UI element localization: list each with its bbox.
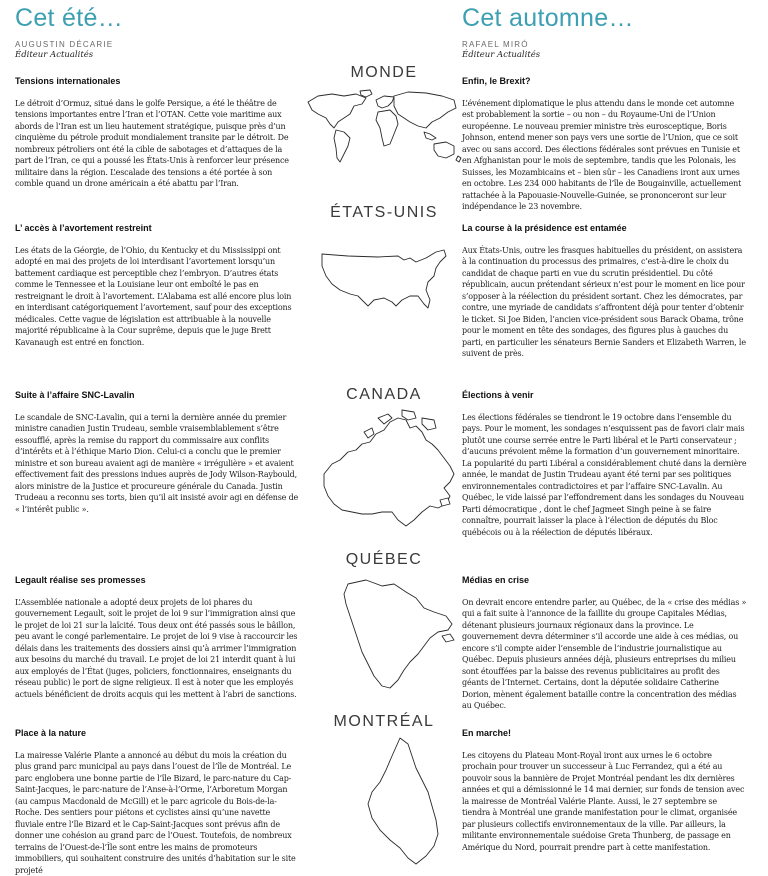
montreal-map-illustration: [360, 736, 444, 868]
section-body: L’événement diplomatique le plus attendu dans le monde cet automne est probablement la sortie – ou non – du Royaume-Uni de l’Union européenne. Le nouveau premier ministre très eurosceptique, Boris Johnson, entend mener son pays vers une sortie de l’Union, que ce soit avec ou sans accord. Des élections fédérales sont prévues en Tunisie et en Afghanistan pour le mois de septembre, tandis que les Polonais, les Suisses, les Mozambicains et – bien sûr – les Canadiens iront aux urnes en octobre. Les 234 000 habitants de l’île de Bougainville, actuellement rattachée à la Papouasie-Nouvelle-Guinée, se prononceront sur leur indépendance le 23 novembre.: [462, 99, 742, 212]
section-body: Le détroit d’Ormuz, situé dans le golfe Persique, a été le théâtre de tensions importantes entre l’Iran et l’OTAN. Cette voie maritime aux abords de l’Iran est un lieu hautement stratégique, puisque près d’un cinquième du pétrole produit mondialement transite par le détroit. De nombreux pétroliers ont été la cible de sabotages et d’attaques de la part de l’Iran, ce qui a poussé les États-Unis à renforcer leur présence militaire dans la région. L’escalade des tensions a été portée à son comble quand un drone américain a été abattu par l’Iran.: [15, 99, 289, 189]
right-author-name: RAFAEL MIRÓ: [462, 40, 529, 49]
region-label-quebec: QUÉBEC: [345, 551, 423, 568]
right-section-monde: [462, 76, 747, 213]
left-section-montreal: [15, 728, 300, 876]
section-body: On devrait encore entendre parler, au Québec, de la « crise des médias » qui a fait suite à l’annonce de la faillite du groupe Capitales Médias, détenant plusieurs journaux régionaux dans la province. Le gouvernement devra déterminer s’il accorde une aide à ces médias, ou encore s’il compte aider l’ensemble de l’industrie journalistique au Québec. Depuis plusieurs années déjà, plusieurs entreprises du milieu sont étouffées par la baisse des revenus publicitaires au profit des géants de l’Internet. Certains, dont la députée solidaire Catherine Dorion, mènent également bataille contre la concentration des médias au Québec.: [462, 598, 747, 711]
left-section-monde: [15, 76, 300, 190]
section-heading: En marche!: [462, 728, 512, 738]
right-section-canada: [462, 390, 747, 538]
region-label-montreal: MONTRÉAL: [333, 713, 435, 730]
section-heading: Suite à l’affaire SNC-Lavalin: [15, 390, 135, 400]
region-label-canada: CANADA: [346, 386, 422, 403]
usa-map-illustration: [318, 244, 452, 328]
section-body: L’Assemblée nationale a adopté deux projets de loi phares du gouvernement Legault, soit le projet de loi 9 sur l’immigration ainsi que le projet de loi 21 sur la laïcité. Tous deux ont été passés sous le bâillon, peu avant le congé parlementaire. Le projet de loi 9 vise à raccourcir les délais dans les traitements des dossiers ainsi qu’à arrimer l’immigration aux besoins du marché du travail. Le projet de loi 21 interdit quant à lui aux employés de l’État (juges, policiers, fonctionnaires, enseignants du réseau public) le port de signe religieux. Il est à noter que les employés actuels bénéficient de droits acquis qui les mettent à l’abri de sanctions.: [15, 598, 298, 699]
section-body: Les élections fédérales se tiendront le 19 octobre dans l’ensemble du pays. Pour le moment, les sondages n’esquissent pas de favori clair mais plutôt une course serrée entre le Parti libéral et le Parti conservateur ; d’aucuns prévoient même la formation d’un gouvernement minoritaire. La popularité du parti Libéral a considérablement chuté dans la dernière année, le mandat de Justin Trudeau ayant été terni par ses politiques environnementales contradictoires et par l’affaire SNC-Lavalin. Au Québec, le vide laissé par l’effondrement dans les sondages du Nouveau Parti démocratique , dont le chef Jagmeet Singh peine à se faire connaître, pourrait laisser la place à l’élection de députés du Bloc québécois ou à la réélection de députés libéraux.: [462, 413, 747, 537]
section-body: Le scandale de SNC-Lavalin, qui a terni la dernière année du premier ministre canadien Justin Trudeau, semble vraisemblablement s’être essoufflé, après la remise du rapport du commissaire aux conflits d’intérêts et à l’éthique Mario Dion. Celui-ci a conclu que le premier ministre et son bureau avaient agi de manière « irrégulière » et avaient effectivement fait des pressions indues auprès de Jody Wilson-Raybould, alors ministre de la Justice et procureure générale du Canada. Justin Trudeau a reconnu ses torts, bien qu’il ait insisté avoir agi en défense de « l’intérêt public ».: [15, 413, 299, 514]
right-column-title: Cet automne…: [462, 4, 634, 32]
section-heading: Tensions internationales: [15, 76, 121, 86]
section-heading: Médias en crise: [462, 575, 530, 585]
left-section-quebec: [15, 575, 300, 700]
region-label-etats-unis: ÉTATS-UNIS: [330, 204, 438, 221]
section-heading: L’ accès à l’avortement restreint: [15, 223, 152, 233]
quebec-map-illustration: [338, 576, 458, 696]
left-author-role: Éditeur Actualités: [15, 50, 94, 60]
canada-map-illustration: [318, 408, 460, 536]
right-section-montreal: [462, 728, 747, 853]
left-author-name: AUGUSTIN DÉCARIE: [15, 40, 114, 49]
region-label-monde: MONDE: [350, 64, 418, 81]
section-body: La mairesse Valérie Plante a annoncé au début du mois la création du plus grand parc municipal au pays dans l’ouest de l’île de Montréal. Le parc englobera une bonne partie de l’île Bizard, le parc-nature du Cap-Saint-Jacques, le parc-nature de l’Anse-à-l’Orme, l’Arboretum Morgan (au campus Macdonald de McGill) et le parc agricole du Bois-de-la-Roche. Des sentiers pour piétons et cyclistes ainsi qu’une navette fluviale entre l’île Bizard et le Cap-Saint-Jacques sont prévus afin de donner une cohésion au grand parc de l’Ouest. Toutefois, de nombreux terrains de l’Ouest-de-l’Île sont entre les mains de promoteurs immobiliers, qui souhaitent construire des unités d’habitation sur le site projeté: [15, 751, 296, 875]
section-heading: Place à la nature: [15, 728, 87, 738]
left-section-canada: [15, 390, 300, 515]
section-body: Les états de la Géorgie, de l’Ohio, du Kentucky et du Mississippi ont adopté en mai des projets de loi interdisant l’avortement lorsqu’un battement cardiaque est perceptible chez l’embryon. D’autres états comme le Tennessee et la Louisiane leur ont emboîté le pas en restreignant le droit à l’avortement. L’Alabama est allé encore plus loin en interdisant catégoriquement l’avortement, sauf pour des exceptions médicales. Cette vague de législation est attribuable à la nouvelle majorité républicaine à la Cour suprême, depuis que le juge Brett Kavanaugh est entré en fonction.: [15, 246, 292, 347]
right-author-role: Éditeur Actualités: [462, 50, 541, 60]
section-heading: Legault réalise ses promesses: [15, 575, 146, 585]
section-body: Les citoyens du Plateau Mont-Royal iront aux urnes le 6 octobre prochain pour trouver un successeur à Luc Ferrandez, qui a été au pouvoir sous la bannière de Projet Montréal pendant les dix dernières années et qui a démissionné le 14 mai dernier, sur fonds de tension avec la mairesse de Montréal Valérie Plante. Aussi, le 27 septembre se tiendra à Montréal une grande manifestation pour le climat, organisée par plusieurs collectifs environnementaux de la ville. Par ailleurs, la militante environnementale suédoise Greta Thunberg, de passage en Amérique du Nord, pourrait prendre part à cette manifestation.: [462, 751, 745, 852]
right-section-quebec: [462, 575, 747, 712]
left-column-title: Cet été…: [15, 4, 124, 32]
right-section-etats-unis: [462, 223, 747, 360]
section-body: Aux États-Unis, outre les frasques habituelles du président, on assistera à la continuation du processus des primaires, c’est-à-dire le choix du candidat de chaque parti en vue du scrutin présidentiel. Du côté républicain, aucun prétendant sérieux n’est pour le moment en lice pour s’opposer à la réélection du président sortant. Chez les démocrates, par contre, une myriade de candidats s’affrontent déjà pour tenter d’obtenir le ticket. Si Joe Biden, l’ancien vice-président sous Barack Obama, trône pour le moment en tête des sondages, des figures plus à gauches du parti, en particulier les sénateurs Bernie Sanders et Elizabeth Warren, le suivent de près.: [462, 246, 746, 359]
world-map-illustration: [304, 88, 464, 170]
section-heading: Élections à venir: [462, 390, 534, 400]
section-heading: La course à la présidence est entamée: [462, 223, 627, 233]
section-heading: Enfin, le Brexit?: [462, 76, 531, 86]
left-section-etats-unis: [15, 223, 300, 348]
